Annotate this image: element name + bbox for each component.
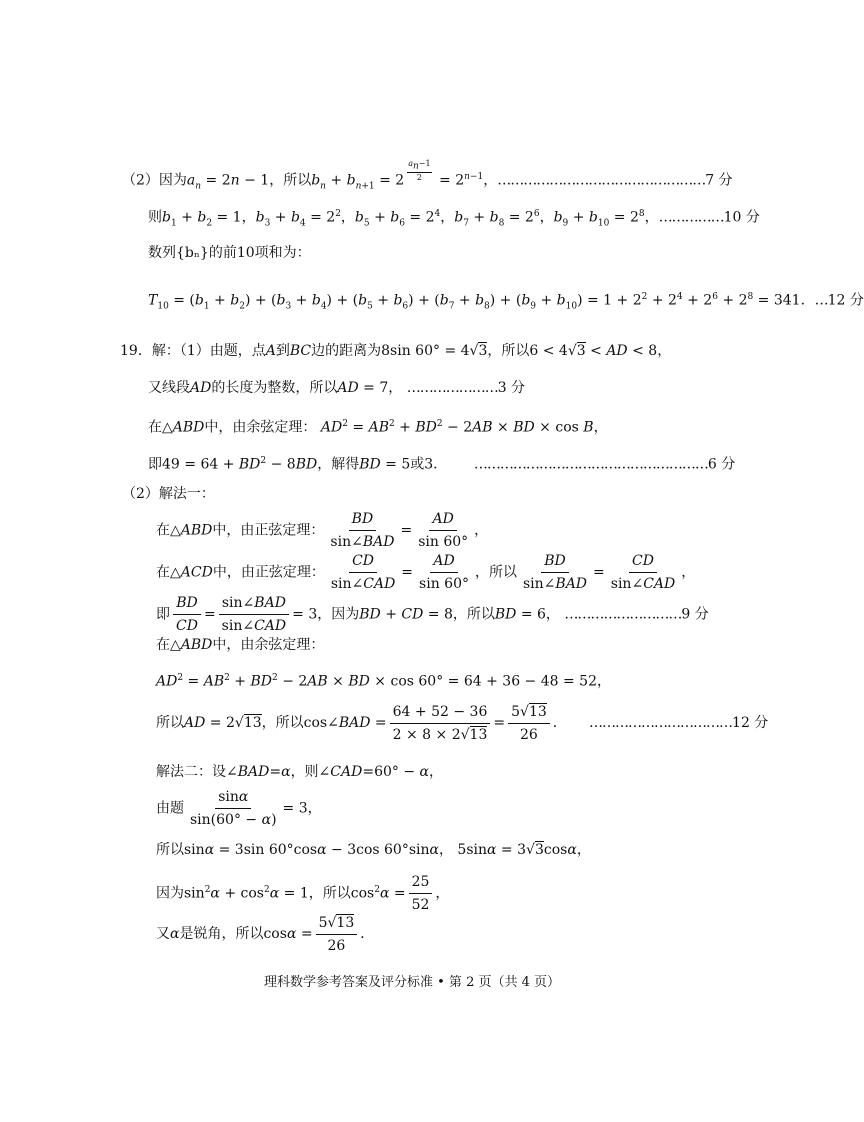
q19-line14: 因为$\sin^2\alpha + \cos^2\alpha = 1$，所以$\cos^2\alpha$ = $\frac{25}{52}$ ， xyxy=(156,874,450,914)
p2-line4: $T_{10} = (b_1 + b_2) + (b_3 + b_4) + (b_5 + b_6) + (b_7 + b_8) + (b_9 + b_{10}) = 1 + 2^2 + 2^4 + 2^6 + 2^8 = 341$．…12 分 xyxy=(148,292,864,312)
p2-line1: （2）因为$a_n = 2n - 1$，所以$b_n + b_{n+1} = 2$ $^{\frac{a_n-1}{2}}$ = $2^{n-1}$，…………………………………………7 分 xyxy=(122,159,733,192)
page-footer: 理科数学参考答案及评分标准 • 第 2 页（共 4 页） xyxy=(264,975,561,990)
q19-line10: 所以AD = 2√13，所以cos∠BAD = $\frac{64 + 52 - 36}{2 \times 8 \times 2√13}$ = $\frac{5√13}{26}$ ． ……………………………12 分 xyxy=(156,703,769,743)
q19-line5: 在△ABD中，由正弦定理： $\frac{BD}{\text{sin∠BAD}}$ = $\frac{AD}{\sin 60^\circ}$ ， xyxy=(156,511,489,550)
q19-line6: 在△ACD中，由正弦定理： $\frac{CD}{\text{sin∠CAD}}$ = $\frac{AD}{\sin 60^\circ}$ ，所以 $\frac{BD}{\text{sin∠BAD}}$ = $\frac{CD}{\text{sin∠CAD}}$ ， xyxy=(156,553,696,592)
q19-line4: 即$49 = 64 + BD^2 - 8BD$，解得BD = 5或3． ………………………………………………6 分 xyxy=(148,456,736,473)
q19-line7: 即 $\frac{BD}{CD}$ = $\frac{\text{sin∠BAD}}{\text{sin∠CAD}}$ = 3，因为BD + CD = 8，所以BD = 6， ………………………9 分 xyxy=(156,595,709,634)
q19-line12: 由题 $\frac{\sin\alpha}{\sin(60^\circ - \alpha)}$ = 3， xyxy=(156,789,322,828)
p2-line3: 数列{bₙ}的前10项和为： xyxy=(148,245,311,261)
q19-line8: 在△ABD中，由余弦定理： xyxy=(156,637,325,653)
q19-line1: 19．解：（1）由题，点A到BC边的距离为8sin 60° = 4√3，所以6 < 4√3 < AD < 8， xyxy=(120,343,672,359)
q19-line13: 所以sinα = 3sin 60°cosα − 3cos 60°sinα， 5sinα = 3√3cosα， xyxy=(156,842,591,858)
q19-line3: 在△ABD中，由余弦定理： $AD^2 = AB^2 + BD^2 - 2AB$ × BD × cos B， xyxy=(148,419,608,436)
q19-method2: 解法二：设∠BAD=α，则∠CAD=60° − α， xyxy=(156,764,443,780)
q19-line2: 又线段AD的长度为整数，所以AD = 7， …………………3 分 xyxy=(148,380,526,396)
p2-line2: 则$b_1 + b_2 = 1$，$b_3 + b_4 = 2^2$，$b_5 + b_6 = 2^4$，$b_7 + b_8 = 2^6$，$b_9 + b_{10} = 2^8$，……………10 分 xyxy=(148,209,760,229)
q19-line15: 又α是锐角，所以cosα = $\frac{5√13}{26}$ ． xyxy=(156,914,375,954)
q19-part2-heading: （2）解法一： xyxy=(122,486,215,502)
q19-line9: $AD^2 = AB^2 + BD^2 - 2AB$ × BD × cos 60° = 64 + 36 − 48 = 52， xyxy=(156,673,611,690)
